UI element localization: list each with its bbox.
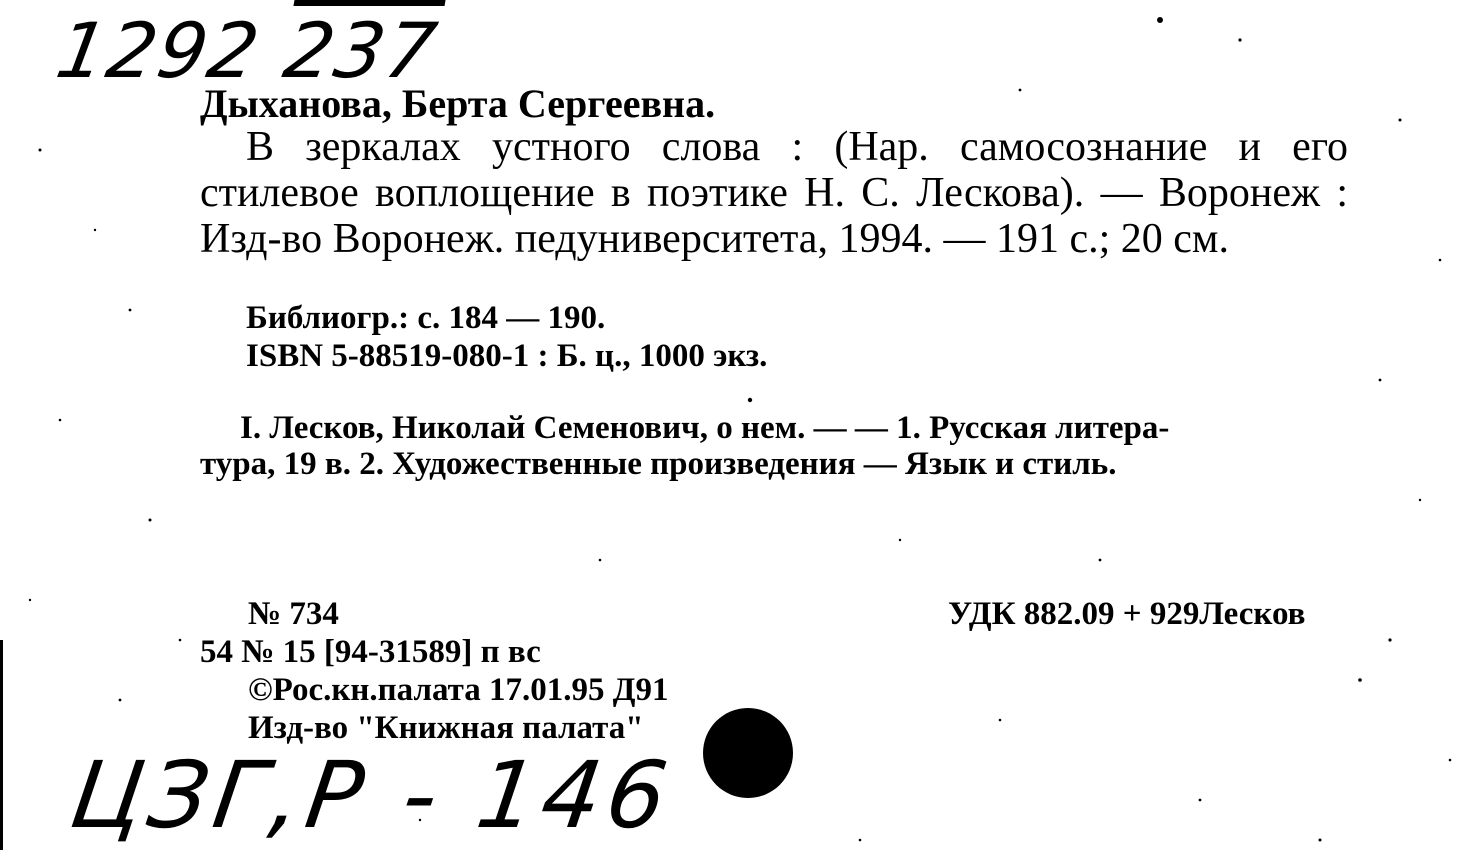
subject-headings-line-2: тура, 19 в. 2. Художественные произведения — Язык и стиль. [200,446,1117,482]
handwritten-code: ЦЗГ,Р - 146 [64,742,680,849]
card-number: № 734 [248,596,339,632]
handwritten-number-primary: 1292 [50,6,268,95]
punch-hole [703,708,793,798]
isbn-line: ISBN 5-88519-080-1 : Б. ц., 1000 экз. [246,338,768,374]
udk-classification: УДК 882.09 + 929Лесков [948,596,1306,632]
copyright-line: ©Рос.кн.палата 17.01.95 Д91 [248,672,669,708]
left-edge-mark [0,640,3,850]
publisher-mark: Изд-во "Книжная палата" [248,710,644,746]
bibliography-note: Библиогр.: с. 184 — 190. [246,300,606,336]
subject-headings-line-1: I. Лесков, Николай Семенович, о нем. — — 1. Русская литера- [240,410,1170,446]
title-text: В зеркалах устного слова : (Нар. самосознание и его стилевое воплощение в поэтике Н. С. Лескова). — Воронеж : Изд-во Воронеж. педуниверситета, 1994. — 191 с.; 20 см. [200,124,1348,262]
registration-number: 54 № 15 [94-31589] п вс [200,634,541,670]
author-heading: Дыханова, Берта Сергеевна. [200,81,716,126]
handwritten-number-secondary: 237 [277,6,445,95]
title-description [200,124,1348,262]
